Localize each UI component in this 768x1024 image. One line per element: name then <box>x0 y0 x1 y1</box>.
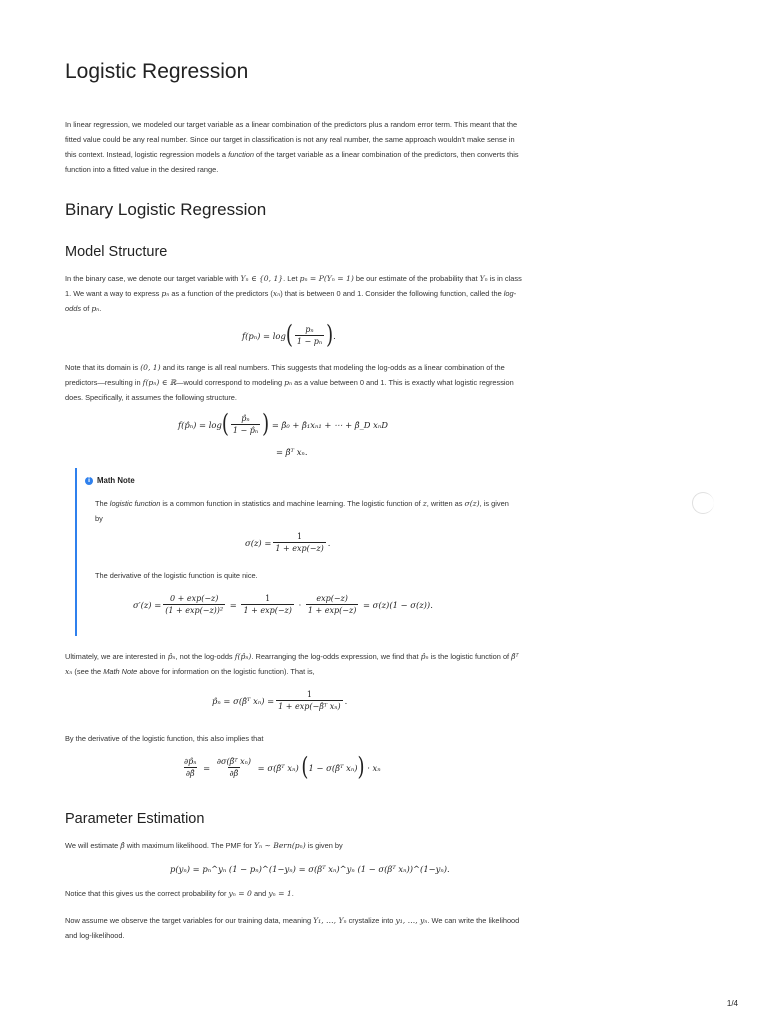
derivative-intro: By the derivative of the logistic function, this also implies that <box>65 734 264 743</box>
page-number: 1/4 <box>726 999 738 1008</box>
equation-p-hat: p̂ₙ = σ(β̂ᵀ xₙ) = $\frac{1}{\text{1 + exp(−β̂ᵀ xₙ)}}$ . <box>212 690 348 711</box>
param-paragraph-1: We will estimate β̂ with maximum likelihood. The PMF for Yₙ ∼ Bern(pₙ) is given by <box>65 841 343 850</box>
equation-sigmoid-derivative: σ′(z) = $\frac{0 + \exp(-z)}{\text{(1 + exp(−z))²}}$ = $\frac{1}{1 + \exp(-z)}$ · $\frac{\exp(-z)}{1 + \exp(-z)}$ = σ(z)(1 − σ(z)). <box>133 594 433 615</box>
equation-gradient: $\frac{\text{∂p̂ₙ}}{\partial\betâ}$ = $\frac{\text{∂σ(β̂ᵀ xₙ)}}{\partial\betâ}$ = σ(β̂ᵀ xₙ) ( 1 − σ(β̂ᵀ xₙ) ) · xₙ <box>184 752 381 782</box>
param-paragraph-2: Notice that this gives us the correct probability for yₙ = 0 and yₙ = 1. <box>65 889 294 898</box>
equation-logistic-structure-line2: = β̂ᵀ xₙ. <box>276 447 308 457</box>
math-note-paragraph-2: The derivative of the logistic function is quite nice. <box>95 571 258 580</box>
equation-pmf: p(yₙ) = pₙ^yₙ (1 − pₙ)^(1−yₙ) = σ(βᵀ xₙ)^yₙ (1 − σ(βᵀ xₙ))^(1−yₙ). <box>170 864 450 874</box>
equation-log-odds: f(pₙ) = log ( $\frac{\text{pₙ}}{\text{1 − pₙ}}$ ) . <box>242 320 336 350</box>
info-icon: i <box>85 477 93 485</box>
param-paragraph-3: Now assume we observe the target variables for our training data, meaning Y₁, …, Yₙ crystalize into y₁, …, yₙ. We can write the likelihood and log-likelihood. <box>65 916 520 940</box>
equation-sigmoid: σ(z) = $\frac{1}{1 + \exp(-z)}$ . <box>245 532 331 553</box>
math-note-title: i Math Note <box>85 476 135 485</box>
intro-paragraph: In linear regression, we modeled our target variable as a linear combination of the predictors plus a random error term. This meant that the fitted value could be any real number. Since our target in classification is not any real number, the same approach wouldn't make sense in this context. Instead, logistic regression models a function of the target variable as a linear combination of the predictors, then converts this function into a fitted value in the desired range. <box>65 120 519 174</box>
model-paragraph-1: In the binary case, we denote our target variable with Yₙ ∈ {0, 1}. Let pₙ = P(Yₙ = 1) be our estimate of the probability that Yₙ is in class 1. We want a way to express pₙ as a function of the predictors (xₙ) that is between 0 and 1. Consider the following function, called the log-odds of pₙ. <box>65 274 522 313</box>
scroll-handle[interactable] <box>692 492 714 514</box>
ultimately-paragraph: Ultimately, we are interested in p̂ₙ, not the log-odds f(p̂ₙ). Rearranging the log-odds expression, we find that p̂ₙ is the logistic function of β̂ᵀ xₙ (see the Math Note above for information on the logistic function). That is, <box>65 652 519 676</box>
model-paragraph-2: Note that its domain is (0, 1) and its range is all real numbers. This suggests that modeling the log-odds as a linear combination of the predictors—resulting in f(pₙ) ∈ ℝ—would correspond to modeling pₙ as a value between 0 and 1. This is exactly what logistic regression does. Specifically, it assumes the following structure. <box>65 363 514 402</box>
section-heading-binary: Binary Logistic Regression <box>65 200 267 219</box>
section-heading-param: Parameter Estimation <box>65 811 205 827</box>
equation-logistic-structure: f(p̂ₙ) = log ( $\frac{\text{p̂ₙ}}{\text{1 − p̂ₙ}}$ ) = β̂₀ + β̂₁xₙ₁ + ⋯ + β̂_D xₙD <box>178 409 389 439</box>
section-heading-model: Model Structure <box>65 244 168 260</box>
math-note-paragraph-1: The logistic function is a common function in statistics and machine learning. The logistic function of z, written as σ(z), is given by <box>95 499 509 523</box>
page-title: Logistic Regression <box>65 60 249 83</box>
